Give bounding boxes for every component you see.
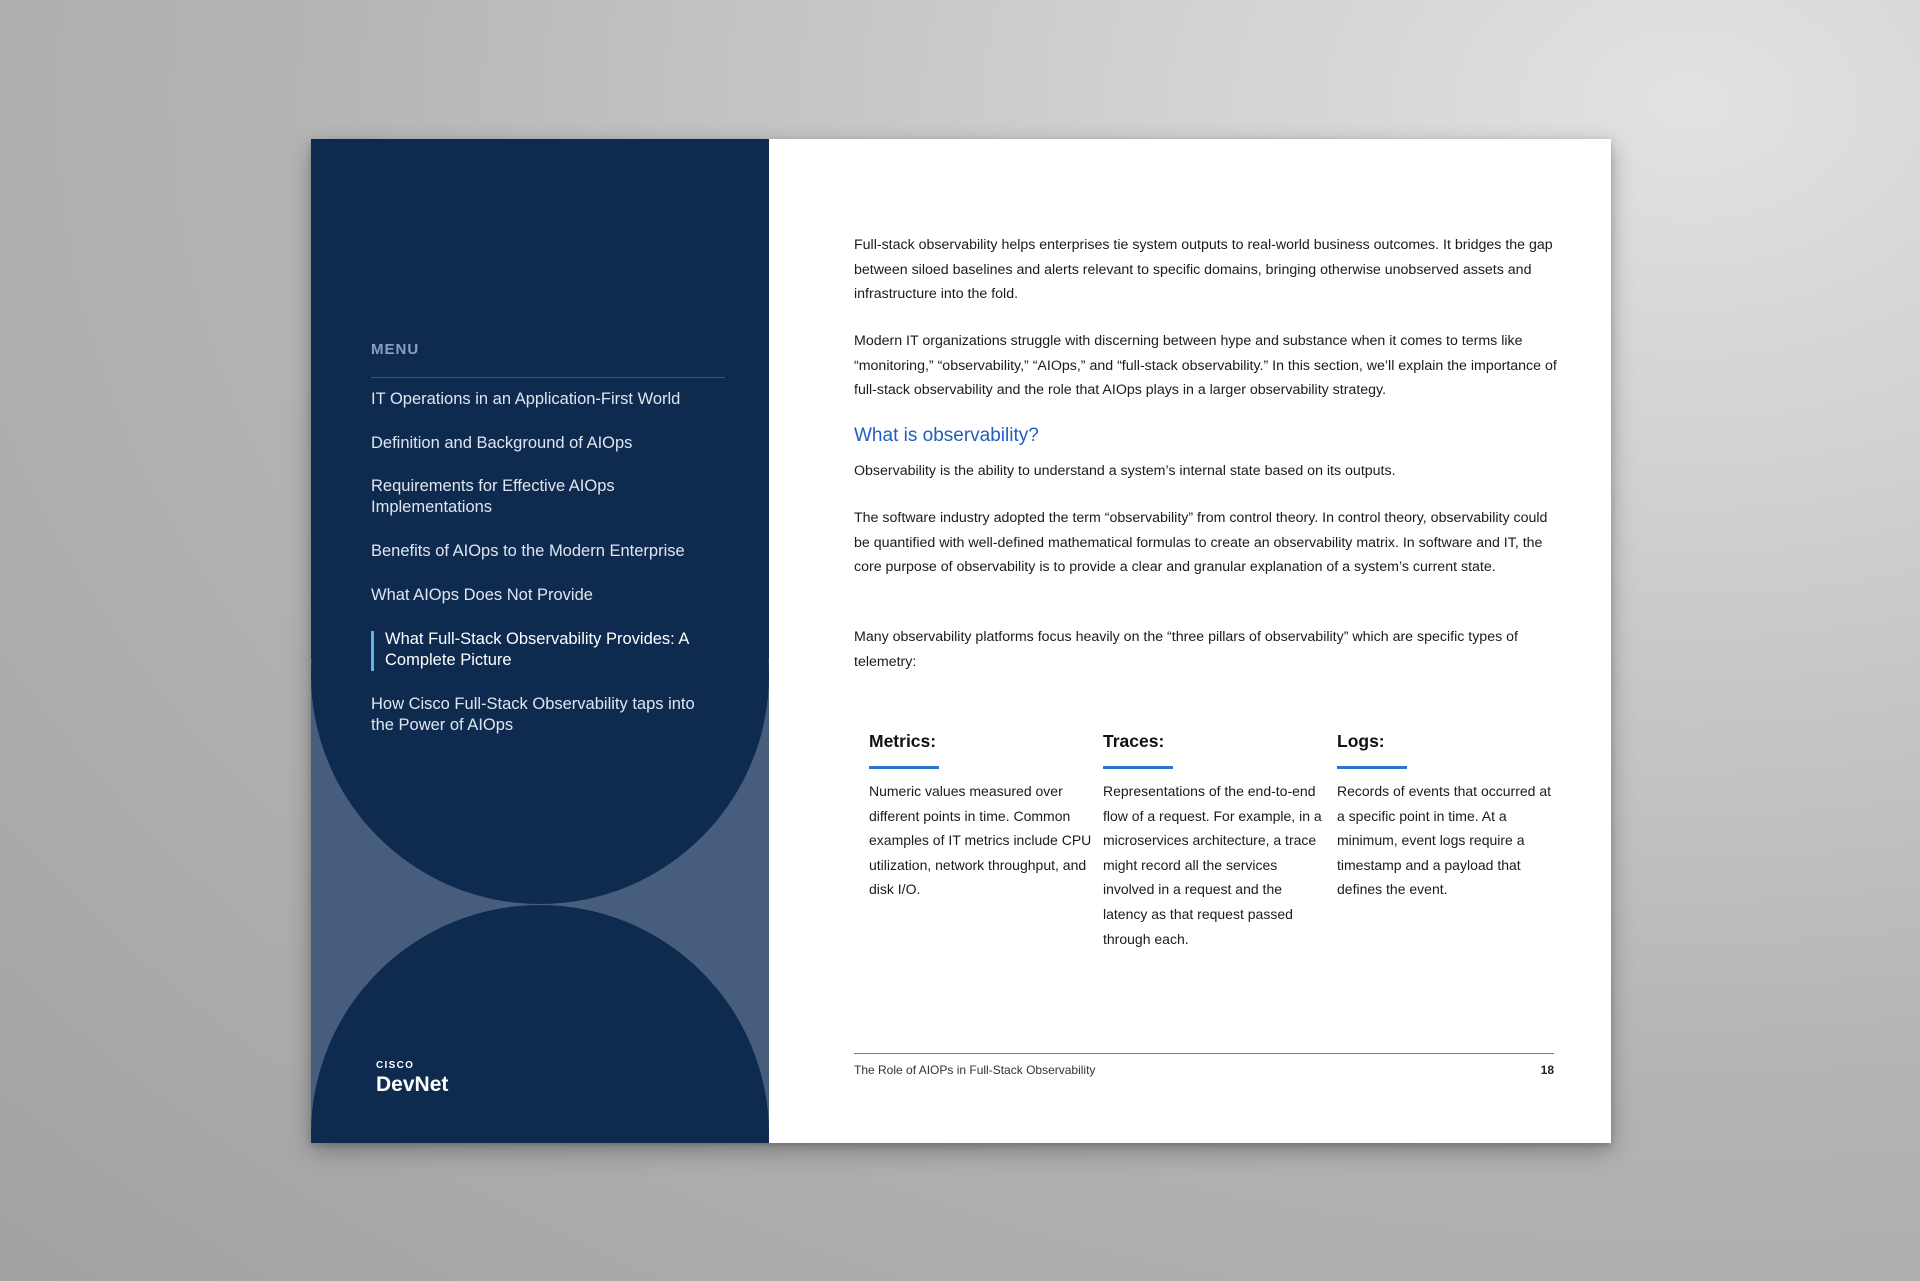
paragraph-terms: Modern IT organizations struggle with discerning between hype and substance when it comes to terms like “monitoring,” “observability,” “AIOps,” and “full-stack observability.” In this section, we’ll explain the importance of full-stack observability and the role that AIOps plays in a larger observability strategy. bbox=[854, 333, 1557, 399]
menu-item-what-aiops-not-provide[interactable]: What AIOps Does Not Provide bbox=[371, 586, 593, 604]
pillar-underline-traces bbox=[1103, 766, 1173, 769]
footer-document-title: The Role of AIOPs in Full-Stack Observability bbox=[854, 1063, 1096, 1077]
brochure-page bbox=[311, 139, 1611, 1143]
pillar-underline-logs bbox=[1337, 766, 1407, 769]
menu-title: MENU bbox=[371, 341, 420, 358]
menu-item-definition-aiops[interactable]: Definition and Background of AIOps bbox=[371, 434, 633, 452]
menu-item-it-operations[interactable]: IT Operations in an Application-First World bbox=[371, 390, 681, 408]
pillar-text-logs: Records of events that occurred at a specific point in time. At a minimum, event logs require a timestamp and a payload that defines the event. bbox=[1337, 783, 1551, 898]
menu-item-cisco-fso[interactable]: How Cisco Full-Stack Observability taps into the Power of AIOps bbox=[371, 695, 695, 734]
pillar-text-traces: Representations of the end-to-end flow of a request. For example, in a microservices architecture, a trace might record all the services involved in a request and the latency as that request passed through each. bbox=[1103, 783, 1322, 947]
paragraph-definition: Observability is the ability to understand a system’s internal state based on its outputs. bbox=[854, 463, 1396, 479]
page-number: 18 bbox=[1540, 1063, 1554, 1077]
section-heading: What is observability? bbox=[854, 425, 1039, 446]
pillar-title-metrics: Metrics: bbox=[869, 731, 937, 751]
paragraph-control-theory: The software industry adopted the term “observability” from control theory. In control theory, observability could be quantified with well-defined mathematical formulas to create an observability matrix. In software and IT, the core purpose of observability is to provide a clear and granular explanation of a system’s current state. bbox=[854, 510, 1548, 576]
pillar-title-traces: Traces: bbox=[1103, 731, 1165, 751]
cisco-wordmark: CISCO bbox=[376, 1060, 415, 1071]
menu-item-full-stack-observability[interactable]: What Full-Stack Observability Provides: A Complete Picture bbox=[385, 630, 689, 669]
pillar-title-logs: Logs: bbox=[1337, 731, 1385, 751]
menu-item-requirements[interactable]: Requirements for Effective AIOps Implementations bbox=[371, 477, 615, 516]
paragraph-intro: Full-stack observability helps enterprises tie system outputs to real-world business outcomes. It bridges the gap between siloed baselines and alerts relevant to specific domains, bringing otherwise unobserved assets and infrastructure into the fold. bbox=[854, 237, 1553, 303]
page-content bbox=[311, 139, 1611, 1143]
menu-item-benefits[interactable]: Benefits of AIOps to the Modern Enterprise bbox=[371, 542, 685, 560]
pillar-underline-metrics bbox=[869, 766, 939, 769]
devnet-wordmark: DevNet bbox=[376, 1073, 449, 1096]
paragraph-three-pillars: Many observability platforms focus heavily on the “three pillars of observability” which are specific types of telemetry: bbox=[854, 629, 1518, 670]
pillar-text-metrics: Numeric values measured over different points in time. Common examples of IT metrics include CPU utilization, network throughput, and disk I/O. bbox=[869, 783, 1092, 898]
footer-divider bbox=[854, 1053, 1554, 1054]
